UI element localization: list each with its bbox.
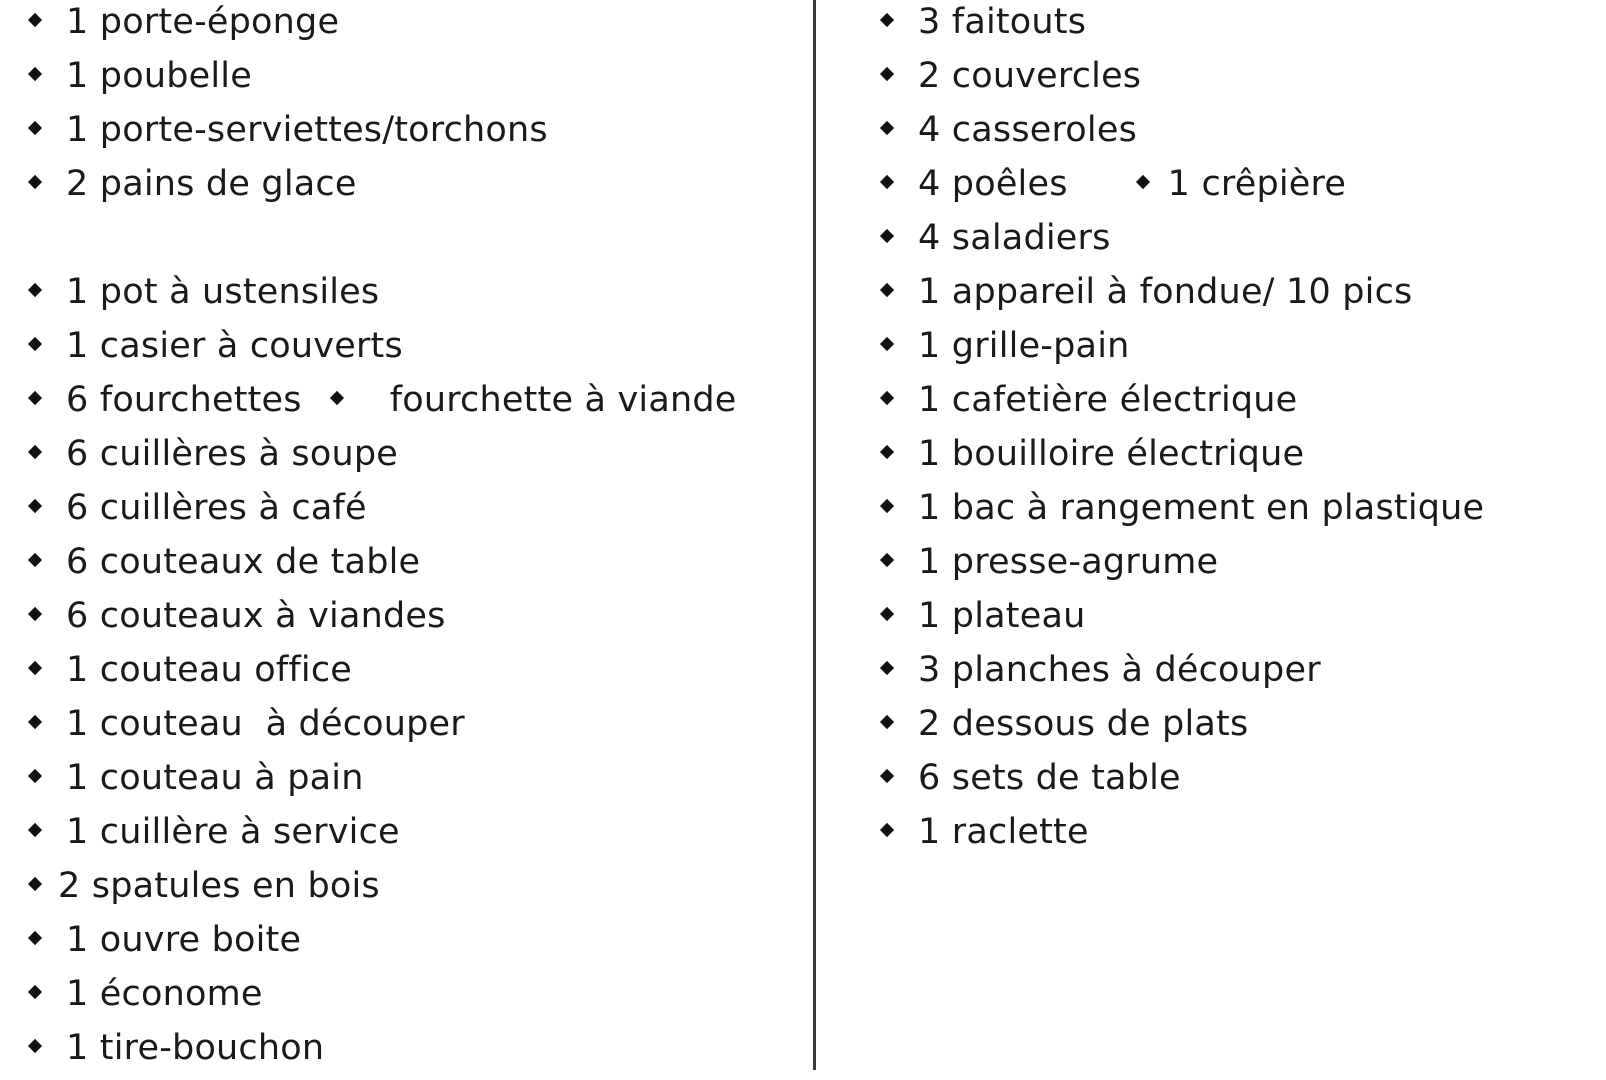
diamond-bullet-icon	[880, 661, 894, 675]
diamond-bullet-icon	[880, 67, 894, 81]
diamond-bullet-icon	[880, 553, 894, 567]
item-text: 4 casseroles	[918, 110, 1138, 150]
list-item	[882, 810, 1484, 864]
inline-sub-item	[1068, 162, 1346, 206]
diamond-bullet-icon	[28, 877, 42, 891]
diamond-bullet-icon	[880, 391, 894, 405]
diamond-bullet-icon	[28, 337, 42, 351]
list-item	[30, 270, 737, 324]
item-text: 1 tire-bouchon	[66, 1028, 325, 1068]
diamond-bullet-icon	[880, 607, 894, 621]
item-text: 1 raclette	[918, 812, 1089, 852]
diamond-bullet-icon	[28, 715, 42, 729]
list-item	[882, 324, 1484, 378]
list-item	[30, 162, 737, 216]
diamond-bullet-icon	[28, 553, 42, 567]
list-item	[882, 216, 1484, 270]
item-text: 1 grille-pain	[918, 326, 1130, 366]
item-text: 1 ouvre boite	[66, 920, 302, 960]
diamond-bullet-icon	[880, 823, 894, 837]
list-item	[30, 918, 737, 972]
diamond-bullet-icon	[880, 121, 894, 135]
item-text: 2 spatules en bois	[58, 866, 380, 906]
item-text: 1 plateau	[918, 596, 1086, 636]
diamond-bullet-icon	[880, 499, 894, 513]
diamond-bullet-icon	[28, 283, 42, 297]
diamond-bullet-icon	[28, 499, 42, 513]
list-item	[882, 756, 1484, 810]
list-item	[882, 540, 1484, 594]
item-text: 1 cuillère à service	[66, 812, 400, 852]
list-item	[882, 270, 1484, 324]
item-text: 1 couteau à pain	[66, 758, 364, 798]
diamond-bullet-icon	[880, 175, 894, 189]
item-text: 6 sets de table	[918, 758, 1181, 798]
list-item	[30, 378, 737, 432]
item-text: 3 planches à découper	[918, 650, 1321, 690]
item-text: 1 couteau office	[66, 650, 353, 690]
list-item	[882, 162, 1484, 216]
right-item-list	[882, 0, 1484, 864]
list-item	[30, 594, 737, 648]
list-item	[30, 432, 737, 486]
item-text: 3 faitouts	[918, 2, 1087, 42]
item-text: 4 saladiers	[918, 218, 1111, 258]
diamond-bullet-icon	[28, 121, 42, 135]
item-text: 1 porte-serviettes/torchons	[66, 110, 548, 150]
list-item	[882, 486, 1484, 540]
diamond-bullet-icon	[28, 1039, 42, 1053]
list-item	[882, 432, 1484, 486]
item-text: 1 appareil à fondue/ 10 pics	[918, 272, 1413, 312]
list-item	[30, 0, 737, 54]
list-item	[882, 594, 1484, 648]
item-text: 1 poubelle	[66, 56, 252, 96]
item-text: 2 pains de glace	[66, 164, 357, 204]
diamond-bullet-icon	[28, 607, 42, 621]
diamond-bullet-icon	[880, 283, 894, 297]
diamond-bullet-icon	[880, 337, 894, 351]
item-text: 1 crêpière	[1167, 164, 1347, 204]
list-item	[882, 0, 1484, 54]
column-divider	[813, 0, 816, 1070]
list-item	[30, 1026, 737, 1080]
list-item	[30, 702, 737, 756]
item-text: 1 presse-agrume	[918, 542, 1219, 582]
list-item	[30, 540, 737, 594]
item-text: 1 casier à couverts	[66, 326, 403, 366]
list-item	[30, 108, 737, 162]
item-text: 6 couteaux de table	[66, 542, 421, 582]
diamond-bullet-icon	[28, 661, 42, 675]
diamond-bullet-icon	[880, 769, 894, 783]
item-text: fourchette à viande	[389, 380, 737, 420]
item-text: 1 économe	[66, 974, 263, 1014]
item-text: 2 couvercles	[918, 56, 1142, 96]
item-text: 2 dessous de plats	[918, 704, 1249, 744]
inline-sub-item	[302, 378, 737, 422]
diamond-bullet-icon	[28, 13, 42, 27]
diamond-bullet-icon	[880, 715, 894, 729]
list-item	[882, 54, 1484, 108]
item-text: 6 cuillères à café	[66, 488, 367, 528]
diamond-bullet-icon	[28, 445, 42, 459]
list-item	[882, 378, 1484, 432]
item-text: 1 porte-éponge	[66, 2, 340, 42]
list-item	[30, 324, 737, 378]
diamond-bullet-icon	[28, 391, 42, 405]
left-item-list	[30, 0, 737, 1080]
item-text: 1 couteau à découper	[66, 704, 465, 744]
list-item	[30, 810, 737, 864]
diamond-bullet-icon	[330, 391, 344, 405]
list-item	[882, 108, 1484, 162]
list-item	[882, 702, 1484, 756]
diamond-bullet-icon	[880, 229, 894, 243]
diamond-bullet-icon	[28, 67, 42, 81]
diamond-bullet-icon	[28, 769, 42, 783]
item-text: 1 cafetière électrique	[918, 380, 1298, 420]
diamond-bullet-icon	[28, 823, 42, 837]
list-item	[882, 648, 1484, 702]
diamond-bullet-icon	[880, 445, 894, 459]
list-item	[30, 54, 737, 108]
diamond-bullet-icon	[28, 175, 42, 189]
item-text: 1 bac à rangement en plastique	[918, 488, 1485, 528]
list-item	[30, 756, 737, 810]
diamond-bullet-icon	[880, 13, 894, 27]
diamond-bullet-icon	[28, 985, 42, 999]
diamond-bullet-icon	[28, 931, 42, 945]
list-item	[30, 864, 737, 918]
item-text: 6 couteaux à viandes	[66, 596, 446, 636]
list-item	[30, 972, 737, 1026]
item-text: 1 bouilloire électrique	[918, 434, 1305, 474]
item-text: 4 poêles	[918, 164, 1068, 204]
item-text: 6 fourchettes	[66, 380, 302, 420]
list-item	[30, 486, 737, 540]
diamond-bullet-icon	[1136, 175, 1150, 189]
list-item	[30, 648, 737, 702]
item-text: 6 cuillères à soupe	[66, 434, 398, 474]
item-text: 1 pot à ustensiles	[66, 272, 380, 312]
